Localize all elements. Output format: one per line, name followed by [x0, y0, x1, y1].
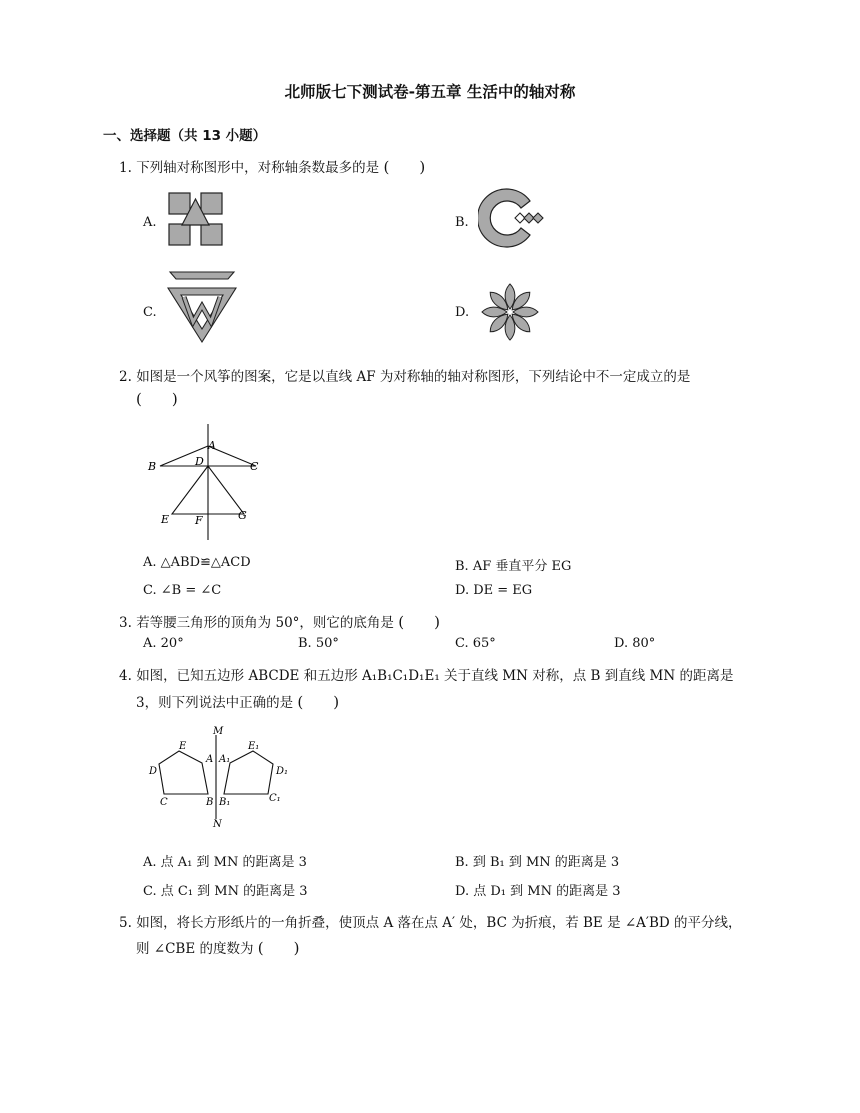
q1-option-d-figure [480, 282, 540, 342]
section-heading: 一、选择题（共 13 小题） [103, 128, 267, 144]
point-label-a1: A₁ [219, 754, 231, 765]
question-1 [119, 156, 425, 177]
q3-option-b: B. 50° [298, 636, 339, 651]
q4-option-d: D. 点 D₁ 到 MN 的距离是 3 [455, 884, 621, 899]
q4-option-c: C. 点 C₁ 到 MN 的距离是 3 [143, 884, 308, 899]
line-label-m: M [213, 726, 224, 737]
question-text: 若等腰三角形的顶角为 50°，则它的底角是 [136, 615, 394, 631]
q2-option-d: D. DE = EG [455, 583, 533, 598]
point-label-a: A [208, 439, 216, 452]
question-text: 下列轴对称图形中，对称轴条数最多的是 [136, 160, 380, 176]
point-label-e1: E₁ [248, 741, 260, 752]
question-4 [119, 664, 733, 684]
q1-option-a-figure [168, 192, 224, 246]
question-text-line2: 则 ∠CBE 的度数为 [136, 941, 254, 957]
question-2 [119, 365, 690, 385]
point-label-e: E [161, 513, 170, 526]
question-number: 5. [119, 915, 132, 931]
q3-option-c: C. 65° [455, 636, 496, 651]
q1-option-d-label: D. [455, 305, 470, 320]
q4-option-b: B. 到 B₁ 到 MN 的距离是 3 [455, 855, 620, 870]
point-label-d: D [195, 455, 204, 468]
point-label-b: B [148, 460, 157, 473]
question-5 [119, 911, 742, 931]
question-number: 4. [119, 668, 132, 684]
q3-option-a: A. 20° [143, 636, 184, 651]
q1-option-c-figure [166, 270, 238, 344]
question-5-line2 [136, 937, 300, 958]
point-label-c: C [250, 460, 259, 473]
point-label-b1: B₁ [219, 797, 231, 808]
question-4-line2 [136, 691, 339, 712]
answer-paren: ( ) [257, 939, 300, 957]
question-text-line1: 如图，将长方形纸片的一角折叠，使顶点 A 落在点 A′ 处，BC 为折痕，若 BE 是 ∠A′BD 的平分线， [136, 915, 742, 931]
q4-option-a: A. 点 A₁ 到 MN 的距离是 3 [143, 855, 307, 870]
point-label-c1: C₁ [269, 793, 281, 804]
question-number: 1. [119, 160, 132, 176]
point-label-e: E [179, 741, 187, 752]
answer-paren: ( ) [398, 613, 440, 631]
q2-option-c: C. ∠B = ∠C [143, 583, 222, 598]
q2-option-b: B. AF 垂直平分 EG [455, 559, 572, 574]
question-number: 3. [119, 615, 132, 631]
point-label-a: A [206, 754, 214, 765]
point-label-c: C [160, 797, 168, 808]
question-3 [119, 611, 440, 632]
q1-option-b-label: B. [455, 215, 469, 230]
point-label-g: G [238, 509, 247, 522]
question-number: 2. [119, 369, 132, 385]
point-label-d: D [149, 766, 158, 777]
q2-kite-figure [145, 420, 275, 545]
q1-option-c-label: C. [143, 305, 157, 320]
q3-option-d: D. 80° [614, 636, 656, 651]
point-label-d1: D₁ [276, 766, 289, 777]
q4-pentagon-figure [145, 723, 305, 831]
answer-paren: ( ) [136, 390, 178, 408]
line-label-n: N [213, 819, 222, 830]
q1-option-a-label: A. [143, 215, 157, 230]
answer-paren: ( ) [383, 158, 426, 176]
page-title: 北师版七下测试卷-第五章 生活中的轴对称 [284, 83, 576, 101]
q1-option-b-figure [478, 187, 548, 253]
answer-paren: ( ) [297, 693, 340, 711]
point-label-f: F [195, 514, 203, 527]
point-label-b: B [206, 797, 214, 808]
question-text-line1: 如图，已知五边形 ABCDE 和五边形 A₁B₁C₁D₁E₁ 关于直线 MN 对称，点 B 到直线 MN 的距离是 [136, 668, 734, 684]
question-text: 如图是一个风筝的图案，它是以直线 AF 为对称轴的轴对称图形，下列结论中不一定成立的是 [136, 369, 691, 385]
question-text-line2: 3，则下列说法中正确的是 [136, 695, 294, 711]
q2-option-a: A. △ABD≌△ACD [143, 555, 251, 570]
